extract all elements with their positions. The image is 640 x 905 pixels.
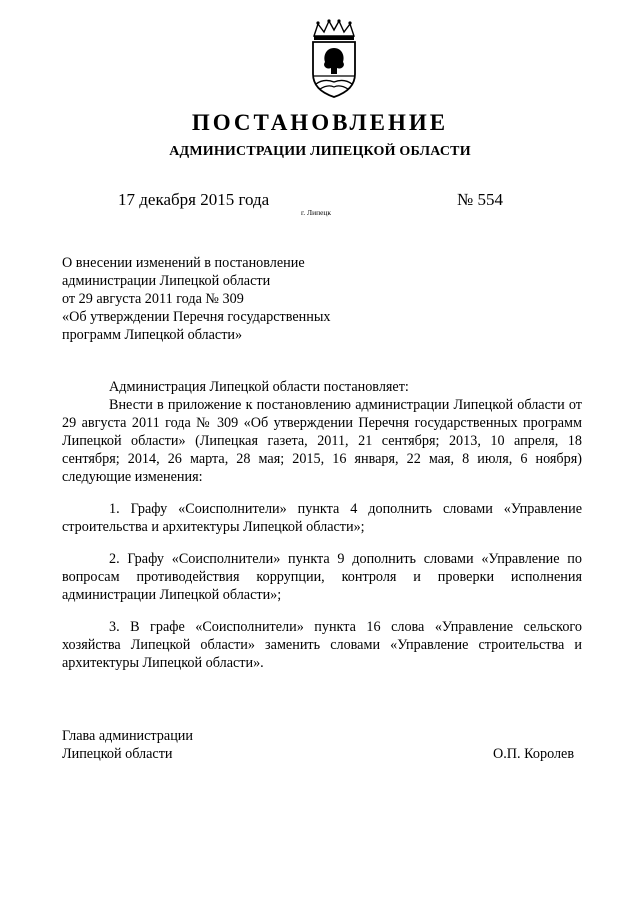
subject-line: «Об утверждении Перечня государственных xyxy=(62,309,331,325)
document-date: 17 декабря 2015 года xyxy=(118,190,270,209)
coat-of-arms-icon xyxy=(304,18,364,100)
intro-paragraph: Внести в приложение к постановлению администрации Липецкой области от 29 августа 2011 года № 309 «Об утверждении Перечня государственных программ Липецкой области» (Липецкая газета, 2011, 21 сентября; 2013, 10 апреля, 18 сентября; 2014, 26 марта, 28 мая; 2015, 16 января, 22 мая, 8 июля, 6 ноября) следующие изменения: xyxy=(62,397,582,485)
signatory-position xyxy=(62,727,193,763)
document-subject xyxy=(62,254,330,344)
amendment-item-1: 1. Графу «Соисполнители» пункта 4 дополнить словами «Управление строительства и архитектуры Липецкой области»; xyxy=(62,501,582,535)
preamble-paragraph: Администрация Липецкой области постановляет: xyxy=(109,379,409,395)
signatory-position-line: Липецкой области xyxy=(62,746,173,762)
subject-line: от 29 августа 2011 года № 309 xyxy=(62,291,244,307)
amendment-item-3: 3. В графе «Соисполнители» пункта 16 слова «Управление сельского хозяйства Липецкой области» заменить словами «Управление строительства и архитектуры Липецкой области». xyxy=(62,619,582,671)
issuing-authority: АДМИНИСТРАЦИИ ЛИПЕЦКОЙ ОБЛАСТИ xyxy=(169,144,471,159)
signatory-position-line: Глава администрации xyxy=(62,728,193,744)
subject-line: администрации Липецкой области xyxy=(62,273,271,289)
document-title: ПОСТАНОВЛЕНИЕ xyxy=(191,110,449,135)
subject-line: О внесении изменений в постановление xyxy=(62,255,305,271)
subject-line: программ Липецкой области» xyxy=(62,327,243,343)
amendment-item-2: 2. Графу «Соисполнители» пункта 9 дополнить словами «Управление по вопросам противодействия коррупции, контроля и проверки исполнения администрации Липецкой области»; xyxy=(62,551,582,603)
document-city: г. Липецк xyxy=(301,208,332,217)
document-body xyxy=(62,378,582,672)
signatory-name: О.П. Королев xyxy=(493,746,575,762)
document-number: № 554 xyxy=(457,190,503,209)
